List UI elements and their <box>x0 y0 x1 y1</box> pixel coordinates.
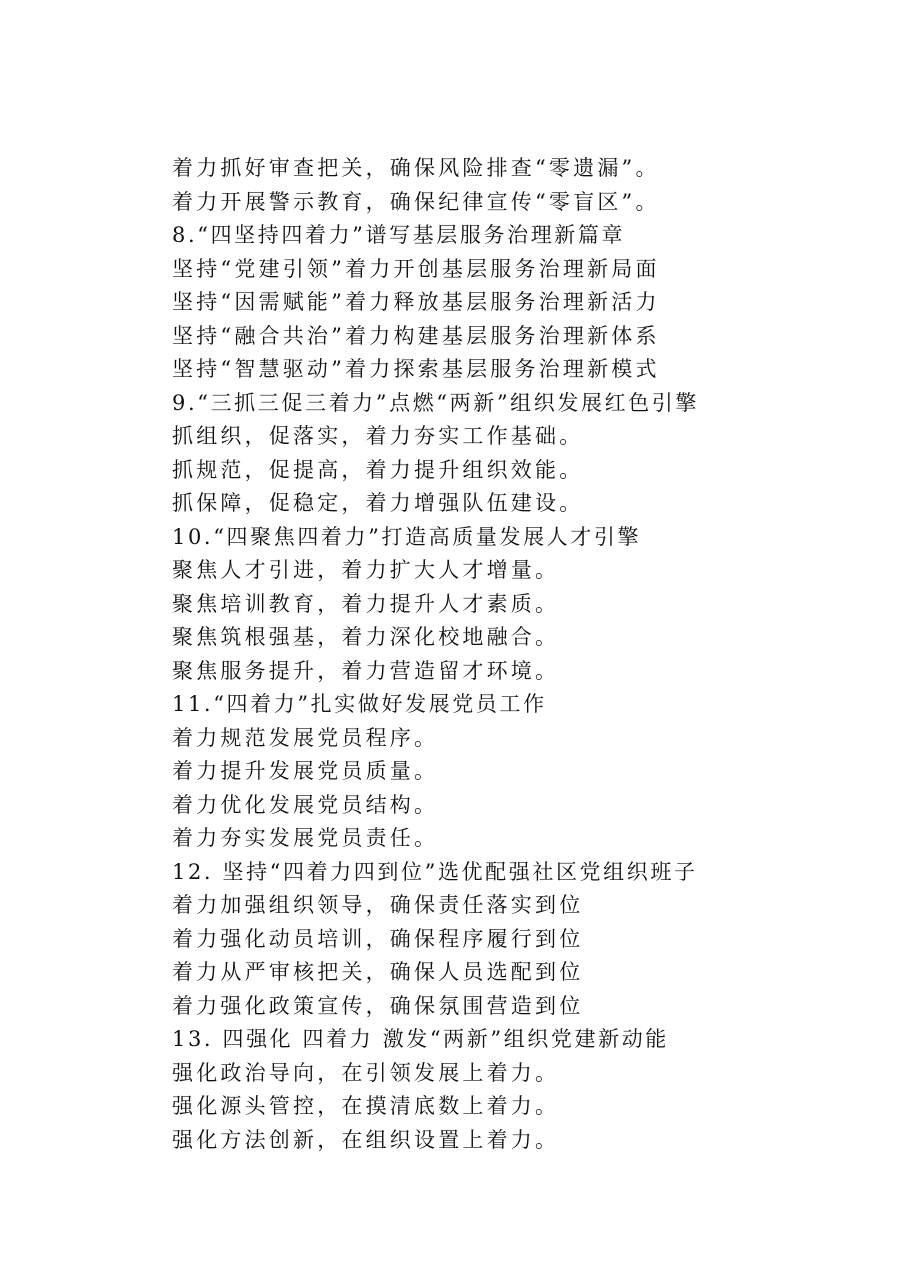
section-heading: 8.“四坚持四着力”谱写基层服务治理新篇章 <box>172 223 626 247</box>
list-item: 坚持“党建引领”着力开创基层服务治理新局面 <box>172 256 660 281</box>
list-item: 强化源头管控，在摸清底数上着力。 <box>172 1094 560 1118</box>
document-body <box>172 152 852 1157</box>
section-heading: 10.“四聚焦四着力”打造高质量发展人才引擎 <box>172 524 642 549</box>
section-heading: 13. 四强化 四着力 激发“两新”组织党建新动能 <box>172 1027 669 1051</box>
section-heading: 12. 坚持“四着力四到位”选优配强社区党组织班子 <box>172 859 698 884</box>
list-item: 着力从严审核把关，确保人员选配到位 <box>172 960 584 984</box>
list-item: 坚持“融合共治”着力构建基层服务治理新体系 <box>172 323 660 348</box>
list-item: 着力优化发展党员结构。 <box>172 792 439 817</box>
list-item: 抓规范，促提高，着力提升组织效能。 <box>172 457 584 482</box>
list-item: 着力强化政策宣传，确保氛围营造到位 <box>172 993 584 1018</box>
list-item: 聚焦培训教育，着力提升人才素质。 <box>172 591 560 616</box>
section-heading: 9.“三抓三促三着力”点燃“两新”组织发展红色引擎 <box>172 390 699 415</box>
list-item: 着力提升发展党员质量。 <box>172 759 439 783</box>
list-item: 聚焦筑根强基，着力深化校地融合。 <box>172 625 560 649</box>
list-item: 着力开展警示教育，确保纪律宣传“零盲区”。 <box>172 189 660 214</box>
list-item: 强化方法创新，在组织设置上着力。 <box>172 1127 560 1152</box>
list-item: 坚持“因需赋能”着力释放基层服务治理新活力 <box>172 290 660 314</box>
list-item: 聚焦人才引进，着力扩大人才增量。 <box>172 558 560 582</box>
list-item: 着力规范发展党员程序。 <box>172 725 439 750</box>
list-item: 着力强化动员培训，确保程序履行到位 <box>172 926 584 951</box>
list-item: 聚焦服务提升，着力营造留才环境。 <box>172 658 560 683</box>
list-item: 抓组织，促落实，着力夯实工作基础。 <box>172 424 584 448</box>
list-item: 抓保障，促稳定，着力增强队伍建设。 <box>172 491 584 515</box>
list-item: 着力抓好审查把关，确保风险排查“零遗漏”。 <box>172 156 660 180</box>
list-item: 着力加强组织领导，确保责任落实到位 <box>172 893 584 917</box>
list-item: 坚持“智慧驱动”着力探索基层服务治理新模式 <box>172 357 660 381</box>
list-item: 着力夯实发展党员责任。 <box>172 826 439 850</box>
section-heading: 11.“四着力”扎实做好发展党员工作 <box>172 692 547 716</box>
list-item: 强化政治导向，在引领发展上着力。 <box>172 1060 560 1085</box>
